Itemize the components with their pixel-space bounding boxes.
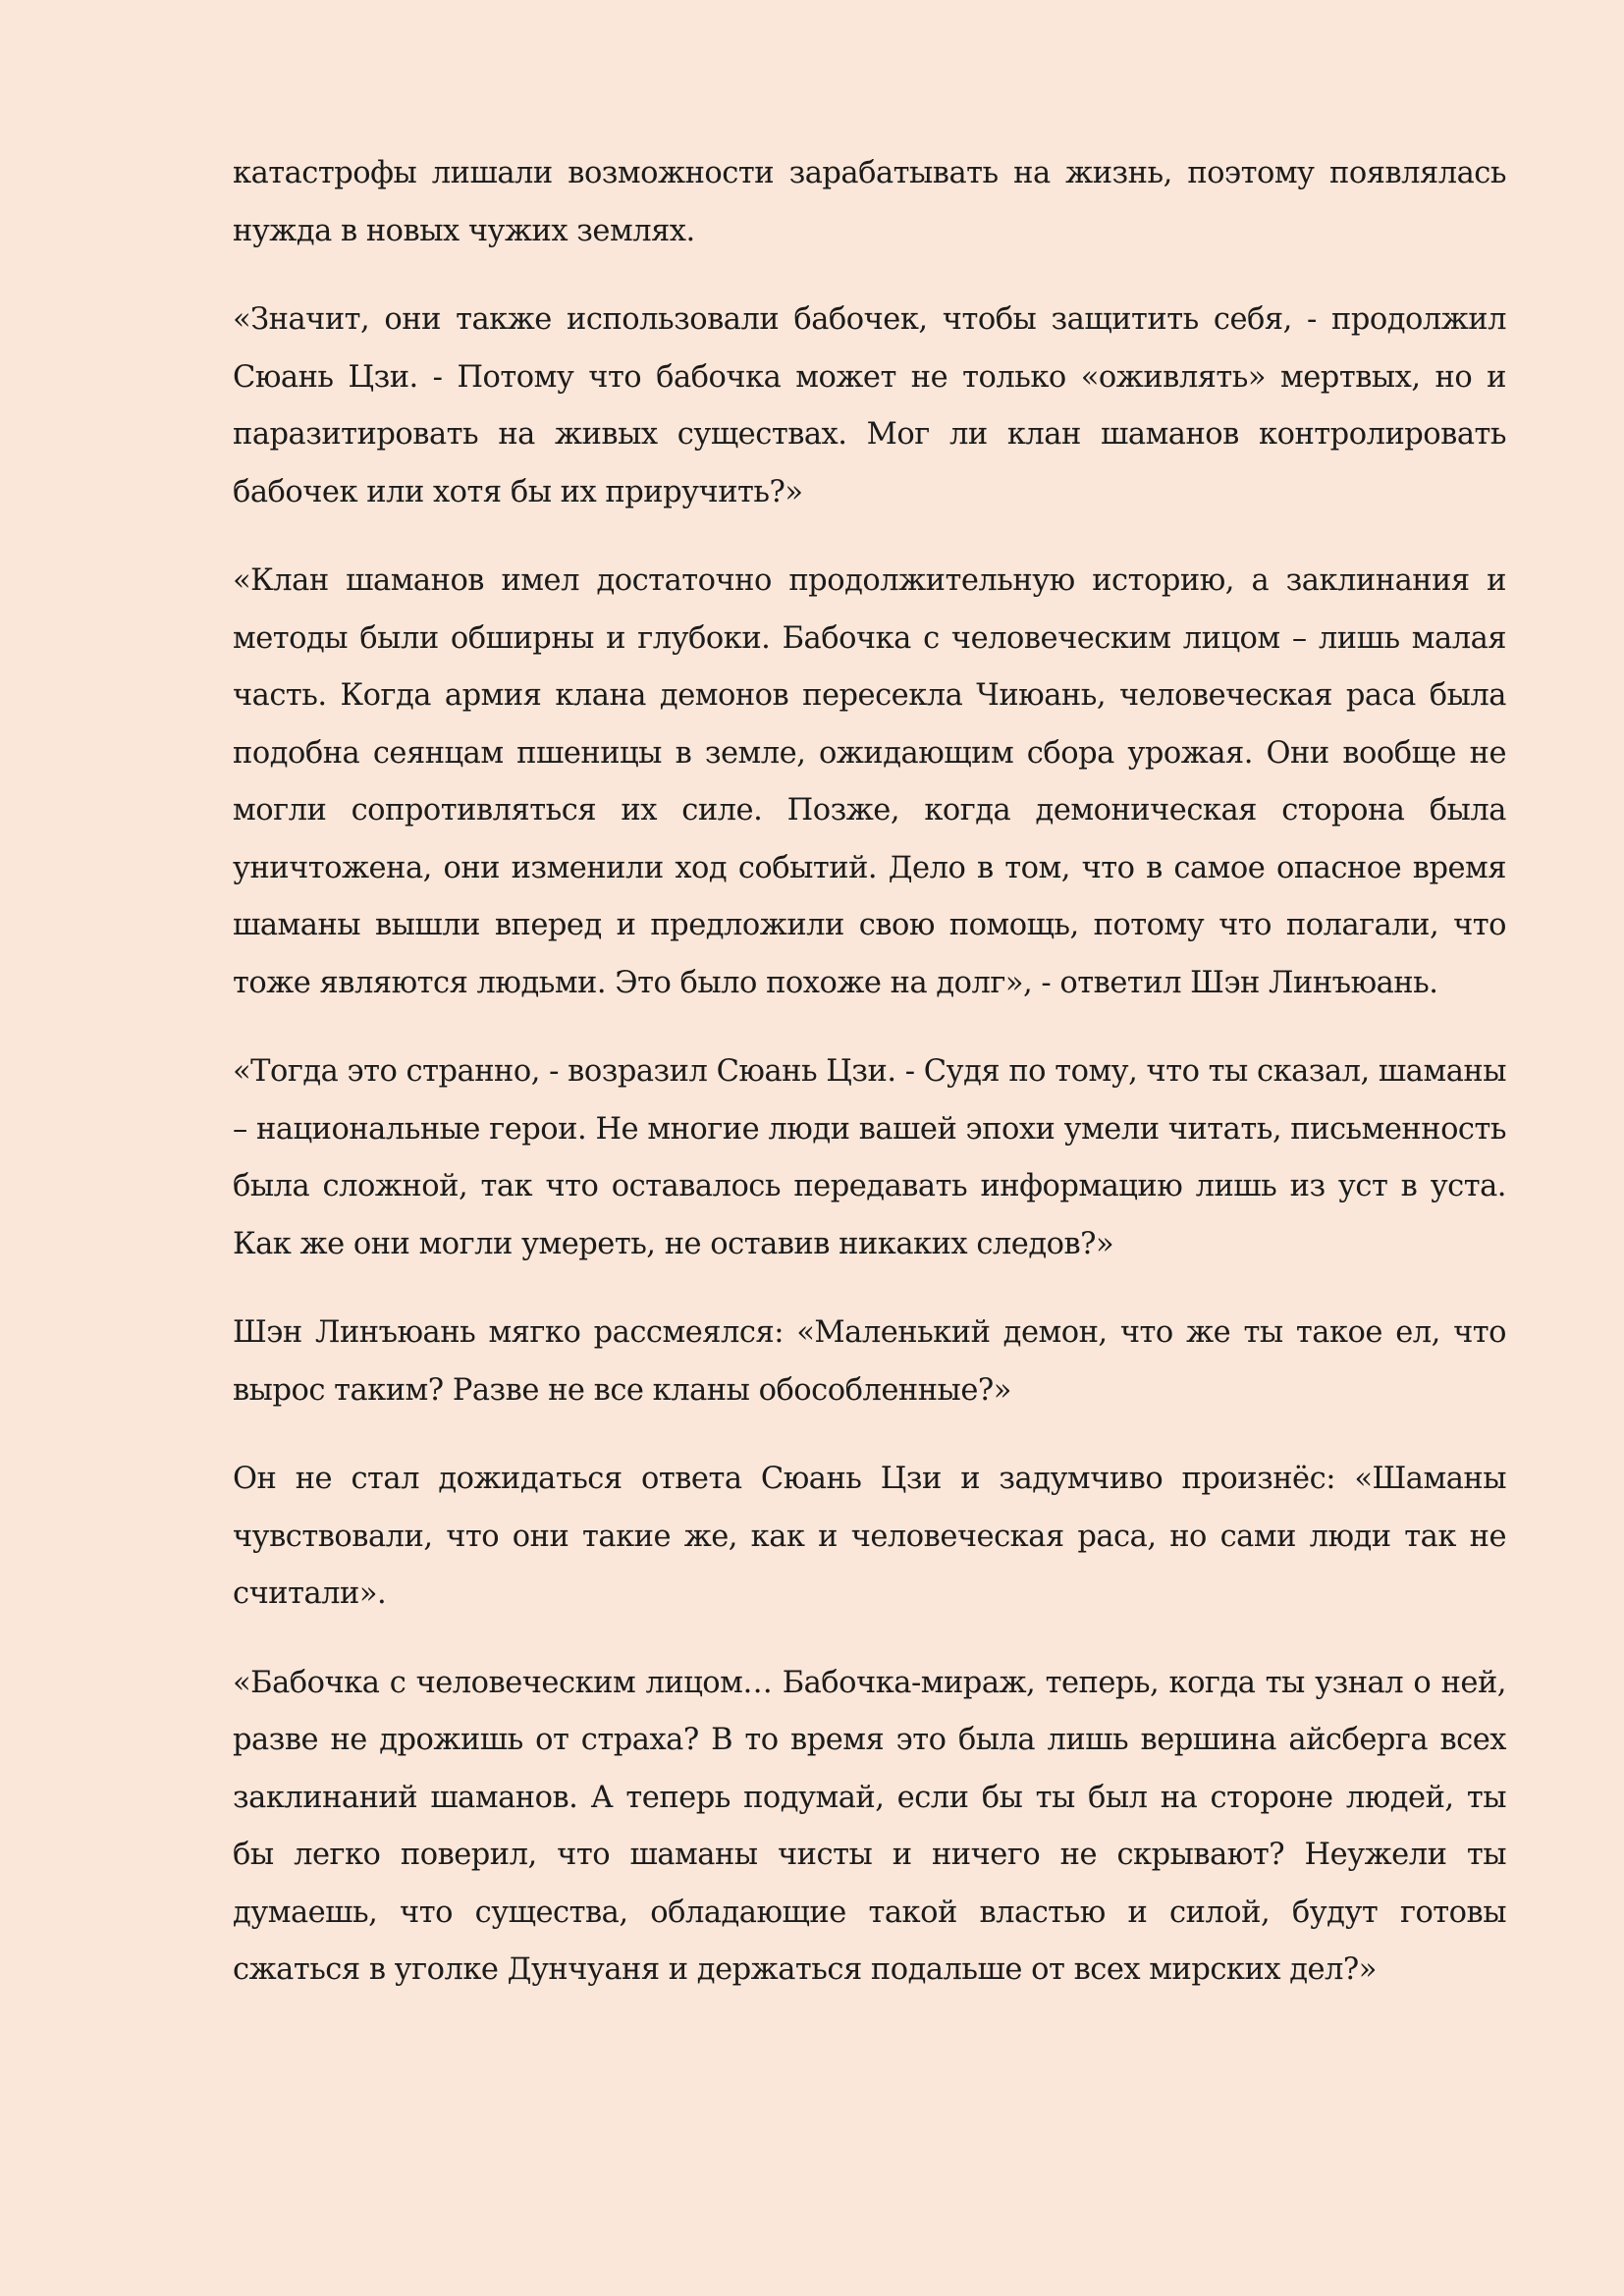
paragraph: катастрофы лишали возможности зарабатывать на жизнь, поэтому появлялась нужда в новых чужих землях. xyxy=(233,156,1506,248)
paragraph: Шэн Линъюань мягко рассмеялся: «Маленький демон, что же ты такое ел, что вырос таким? Разве не все кланы обособленные?» xyxy=(233,1315,1506,1408)
paragraph: «Клан шаманов имел достаточно продолжительную историю, а заклинания и методы были обширны и глубоки. Бабочка с человеческим лицом – лишь малая часть. Когда армия клана демонов пересекла Чиюань, человеческая раса была подобна сеянцам пшеницы в земле, ожидающим сбора урожая. Они вообще не могли сопротивляться их силе. Позже, когда демоническая сторона была уничтожена, они изменили ход событий. Дело в том, что в самое опасное время шаманы вышли вперед и предложили свою помощь, потому что полагали, что тоже являются людьми. Это было похоже на долг», - ответил Шэн Линъюань. xyxy=(233,563,1506,1000)
paragraph: Он не стал дожидаться ответа Сюань Цзи и задумчиво произнёс: «Шаманы чувствовали, что они такие же, как и человеческая раса, но сами люди так не считали». xyxy=(233,1462,1506,1611)
paragraph: «Бабочка с человеческим лицом… Бабочка-мираж, теперь, когда ты узнал о ней, разве не дрожишь от страха? В то время это была лишь вершина айсберга всех заклинаний шаманов. А теперь подумай, если бы ты был на стороне людей, ты бы легко поверил, что шаманы чисты и ничего не скрывают? Неужели ты думаешь, что существа, обладающие такой властью и силой, будут готовы сжаться в уголке Дунчуаня и держаться подальше от всех мирских дел?» xyxy=(233,1665,1506,1987)
paragraph: «Значит, они также использовали бабочек, чтобы защитить себя, - продолжил Сюань Цзи. - Потому что бабочка может не только «оживлять» мертвых, но и паразитировать на живых существах. Мог ли клан шаманов контролировать бабочек или хотя бы их приручить?» xyxy=(233,302,1506,509)
paragraph: «Тогда это странно, - возразил Сюань Цзи. - Судя по тому, что ты сказал, шаманы – национальные герои. Не многие люди вашей эпохи умели читать, письменность была сложной, так что оставалось передавать информацию лишь из уст в уста. Как же они могли умереть, не оставив никаких следов?» xyxy=(233,1054,1506,1261)
document-body xyxy=(233,145,1506,2031)
